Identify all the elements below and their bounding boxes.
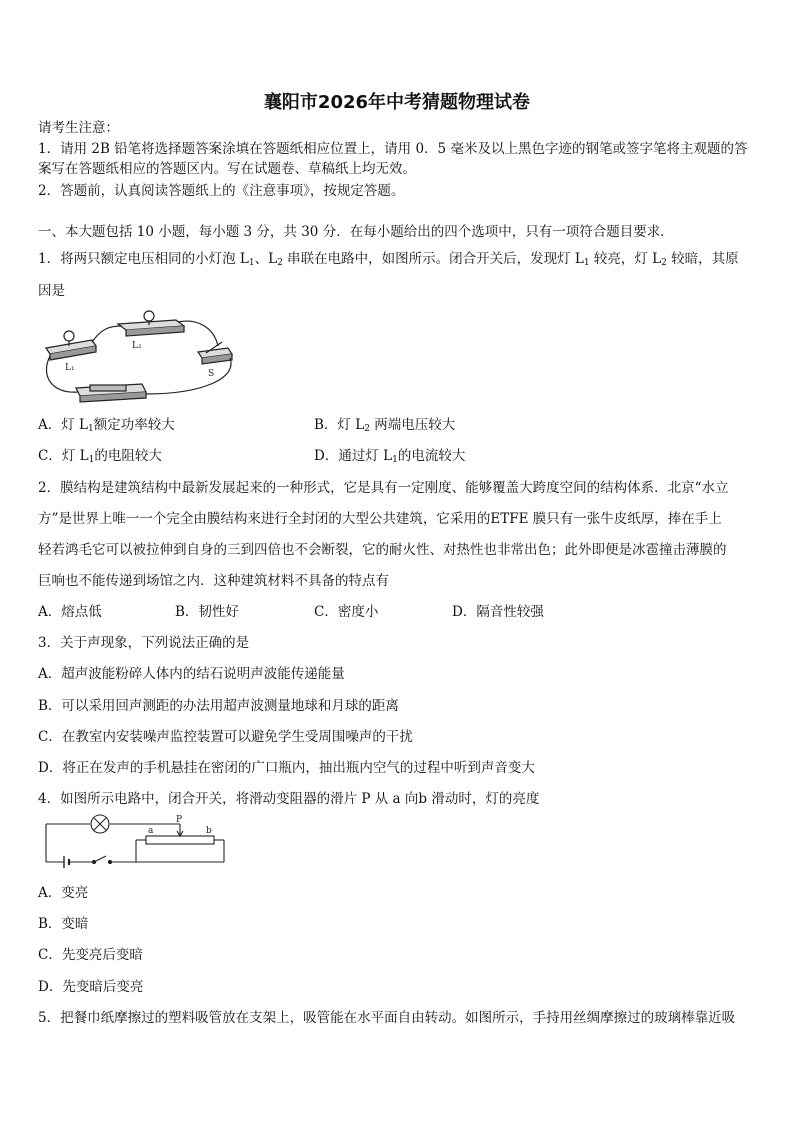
q3-option-b[interactable]: B．可以采用回声测距的办法用超声波测量地球和月球的距离 xyxy=(38,698,399,714)
q1-option-a[interactable]: A．灯 $L_1$额定功率较大 xyxy=(38,417,175,434)
q2-stem-line-2: 方”是世界上唯一一个完全由膜结构来进行全封闭的大型公共建筑，它采用的ETFE 膜只有一张牛皮纸厚，捧在手上 xyxy=(38,511,722,527)
q4-stem: 4．如图所示电路中，闭合开关，将滑动变阻器的滑片 P 从 a 向b 滑动时，灯的亮度 xyxy=(38,791,540,807)
q1-stem-line-2: 因是 xyxy=(38,283,65,299)
q4-circuit-figure xyxy=(40,814,230,870)
q2-option-a[interactable]: A．熔点低 xyxy=(38,604,102,620)
q4-option-d[interactable]: D．先变暗后变亮 xyxy=(38,979,144,995)
q4-option-a[interactable]: A．变亮 xyxy=(38,885,89,901)
q4-option-b[interactable]: B．变暗 xyxy=(38,916,89,932)
q1-stem-line-1: 1．将两只额定电压相同的小灯泡 $L_1$、$L_2$ 串联在电路中，如图所示。闭合开关后，发现灯 $L_1$ 较亮，灯 $L_2$ 较暗，其原 xyxy=(38,251,739,268)
q1-option-b[interactable]: B．灯 $L_2$ 两端电压较大 xyxy=(314,417,456,434)
q3-option-a[interactable]: A．超声波能粉碎人体内的结石说明声波能传递能量 xyxy=(38,666,345,682)
q2-stem-line-3: 轻若鸿毛它可以被拉伸到自身的三到四倍也不会断裂，它的耐火性、对热性也非常出色；此外即便是冰雹撞击薄膜的 xyxy=(38,542,727,558)
q1-option-c[interactable]: C．灯 $L_1$的电阻较大 xyxy=(38,448,162,465)
notice-item-2: 2．答题前，认真阅读答题纸上的《注意事项》，按规定答题。 xyxy=(38,183,405,199)
q2-stem-line-4: 巨响也不能传递到场馆之内．这种建筑材料不具备的特点有 xyxy=(38,573,389,589)
q3-option-d[interactable]: D．将正在发声的手机悬挂在密闭的广口瓶内，抽出瓶内空气的过程中听到声音变大 xyxy=(38,760,535,776)
q2-option-d[interactable]: D．隔音性较强 xyxy=(452,604,544,620)
q3-option-c[interactable]: C．在教室内安装噪声监控装置可以避免学生受周围噪声的干扰 xyxy=(38,729,413,745)
notice-heading: 请考生注意： xyxy=(38,120,119,136)
q2-stem-line-1: 2．膜结构是建筑结构中最新发展起来的一种形式，它是具有一定刚度、能够覆盖大跨度空间的结构体系．北京“水立 xyxy=(38,480,729,496)
q1-option-d[interactable]: D．通过灯 $L_1$的电流较大 xyxy=(314,448,466,465)
q4-label-a: a xyxy=(148,826,154,836)
q2-option-b[interactable]: B．韧性好 xyxy=(175,604,239,620)
notice-item-1-line-2: 案写在答题纸相应的答题区内。写在试题卷、草稿纸上均无效。 xyxy=(38,161,416,177)
q4-option-c[interactable]: C．先变亮后变暗 xyxy=(38,947,143,963)
q1-circuit-figure xyxy=(38,306,238,410)
page-title: 襄阳市2026年中考猜题物理试卷 xyxy=(263,92,531,113)
q5-stem-line-1: 5．把餐巾纸摩擦过的塑料吸管放在支架上，吸管能在水平面自由转动。如图所示，手持用丝绸摩擦过的玻璃棒靠近吸 xyxy=(38,1010,736,1026)
q1-label-s: S xyxy=(208,369,215,379)
q4-label-p: P xyxy=(176,815,183,825)
q2-option-c[interactable]: C．密度小 xyxy=(314,604,379,620)
q4-label-b: b xyxy=(206,826,212,836)
section-heading: 一、本大题包括 10 小题，每小题 3 分，共 30 分．在每小题给出的四个选项中，只有一项符合题目要求． xyxy=(38,224,674,240)
q3-stem: 3．关于声现象，下列说法正确的是 xyxy=(38,635,250,651)
q1-label-l2: L₂ xyxy=(132,341,142,351)
notice-item-1-line-1: 1．请用 2B 铅笔将选择题答案涂填在答题纸相应位置上，请用 0．5 毫米及以上黑色字迹的钢笔或签字笔将主观题的答 xyxy=(38,141,748,157)
q1-label-l1: L₁ xyxy=(65,363,75,373)
